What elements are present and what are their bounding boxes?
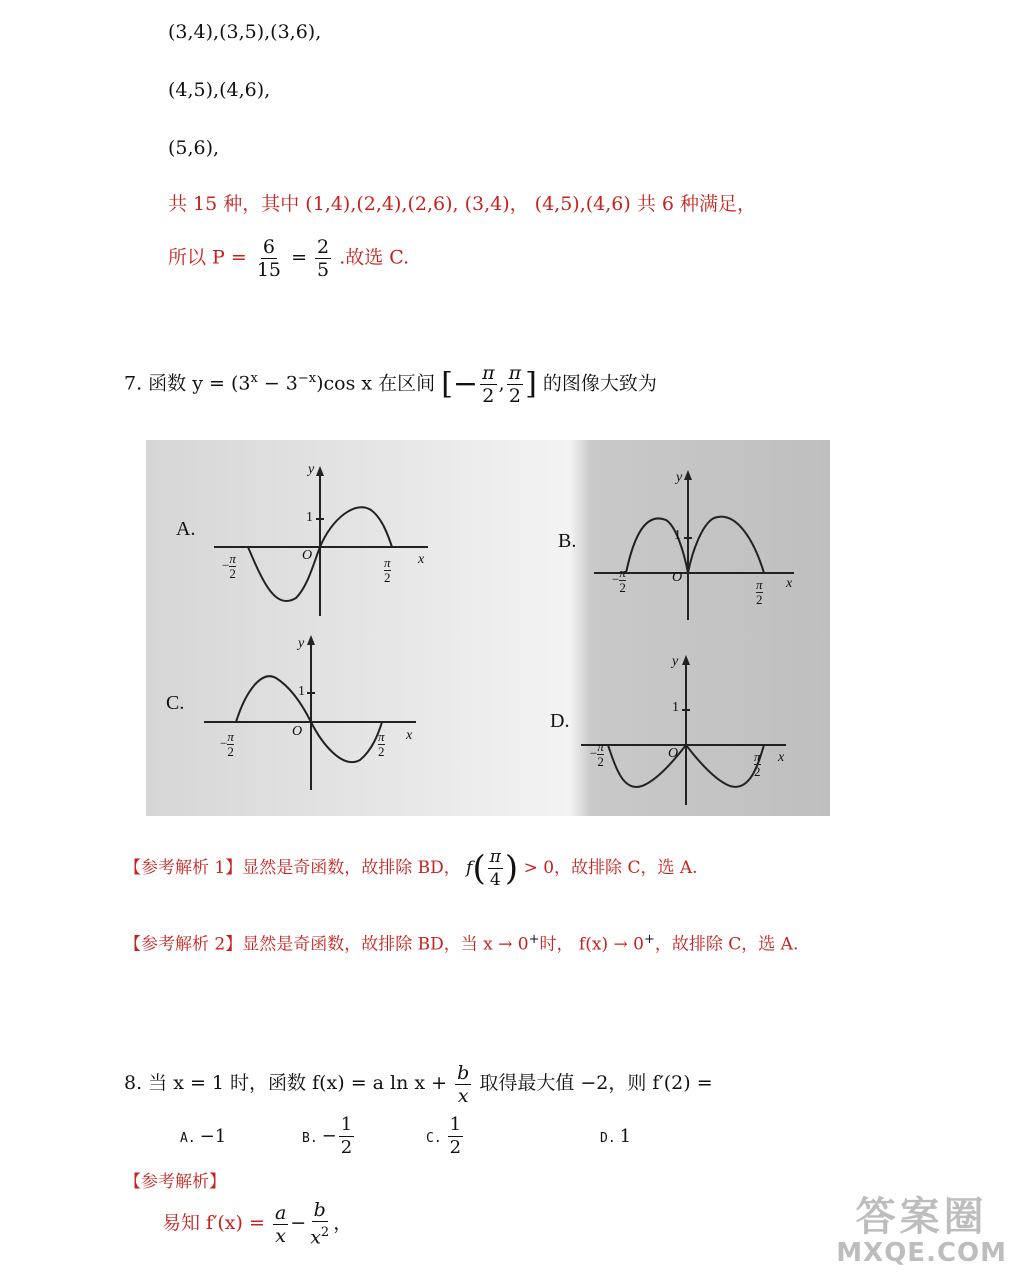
bracket-open: [−	[441, 366, 479, 402]
option-d	[600, 1126, 631, 1147]
frac-den: 2	[340, 1137, 353, 1158]
option-tag: C.	[426, 1130, 442, 1146]
pi-over-2	[507, 362, 524, 407]
one-half	[448, 1114, 463, 1159]
q7-ref2	[124, 928, 798, 957]
pi: π	[384, 555, 391, 570]
frac-den: 4	[489, 870, 501, 890]
prob-prefix: 所以 P =	[168, 246, 247, 269]
pi: π	[227, 729, 234, 744]
y-axis-label: y	[308, 462, 315, 477]
two: 2	[378, 744, 385, 759]
ref-tail: ，故排除 C，选 A.	[654, 934, 799, 955]
a-over-x	[273, 1202, 288, 1247]
watermark-url: MXQE.COM	[836, 1238, 1007, 1268]
x-axis-label: x	[778, 750, 785, 765]
pi: π	[619, 565, 626, 580]
fraction-2-5	[315, 236, 331, 281]
two: 2	[227, 744, 234, 759]
neg-pi-half-label	[612, 566, 626, 595]
option-c	[426, 1114, 465, 1159]
exponent: −x	[297, 371, 317, 387]
option-a	[180, 1126, 226, 1147]
b-over-x	[455, 1062, 471, 1107]
tick-one-label: 1	[674, 528, 681, 543]
func-f: f	[466, 858, 473, 878]
q8-ref-tag: 【参考解析】	[124, 1172, 226, 1192]
frac-den: 5	[317, 259, 330, 281]
minus: −	[590, 745, 598, 761]
graph-a-label: A.	[176, 518, 196, 540]
exponent: x	[250, 371, 258, 387]
pi: π	[756, 577, 763, 592]
pi-half-label	[378, 730, 385, 759]
graph-c	[204, 645, 416, 790]
neg-pi-half-label	[220, 730, 234, 759]
graphs-photo	[146, 440, 830, 816]
q8-suffix: 取得最大值 −2，则 f′(2) =	[479, 1072, 713, 1094]
frac-num: 1	[449, 1114, 462, 1135]
frac-den: 2	[482, 385, 495, 407]
graph-d	[581, 665, 786, 805]
tick-one-label: 1	[298, 684, 305, 699]
ref-tag: 【参考解析 1】	[124, 858, 243, 878]
two: 2	[597, 754, 604, 769]
ref-tail: > 0，故排除 C，选 A.	[523, 858, 698, 878]
frac-num: π	[489, 847, 501, 867]
graphs-svg	[146, 440, 830, 816]
q7-stem	[124, 362, 657, 407]
option-b	[302, 1114, 356, 1159]
minus: −	[220, 735, 228, 751]
x-axis-label: x	[786, 576, 793, 591]
fraction-6-15	[255, 236, 283, 281]
origin-label: O	[302, 548, 313, 563]
frac-num: 2	[317, 236, 330, 258]
q7-ref1: 【参考解析 1】显然是奇函数，故排除 BD， f( $\frac{\pi}{4}$ ) > 0，故排除 C，选 A.	[124, 847, 698, 890]
graph-b-label: B.	[558, 530, 577, 552]
minus: −	[222, 557, 230, 573]
exponent: 2	[320, 1225, 330, 1241]
frac-den: 2	[449, 1137, 462, 1158]
two: 2	[384, 570, 391, 585]
answer-tail: .故选 C.	[339, 246, 410, 269]
frac-num: a	[274, 1201, 287, 1224]
q6-summary: 共 15 种，其中 (1,4),(2,4),(2,6), (3,4)， (4,5),(4,6) 共 6 种满足，	[168, 193, 756, 215]
pi-half-label	[384, 556, 391, 585]
y-axis-label: y	[298, 636, 305, 651]
site-watermark	[836, 1195, 1007, 1267]
equals-sign: =	[291, 246, 307, 269]
comma: ,	[498, 372, 505, 395]
origin-label: O	[292, 724, 303, 739]
one-half	[339, 1114, 354, 1159]
pi-half-label	[756, 578, 763, 607]
origin-label: O	[668, 746, 679, 761]
neg-pi-half-label	[590, 740, 604, 769]
superscript: +	[528, 932, 540, 947]
frac-den: 2	[508, 385, 521, 407]
superscript: +	[643, 932, 655, 947]
two: 2	[754, 764, 761, 779]
ref-text: 显然是奇函数，故排除 BD，	[242, 858, 461, 878]
bracket-close: ]	[525, 366, 537, 402]
q8-derivative	[162, 1198, 352, 1249]
frac-num: b	[457, 1061, 470, 1084]
q8-prefix: 8. 当 x = 1 时，函数 f(x) = a ln x +	[124, 1072, 448, 1094]
pi-over-2	[480, 362, 497, 407]
frac-num: 6	[262, 236, 275, 258]
pairs-row-4: (4,5),(4,6),	[168, 79, 271, 101]
minus: −	[612, 571, 620, 587]
comma: ，	[333, 1212, 353, 1234]
q6-probability	[168, 236, 409, 281]
option-value: 1	[619, 1126, 632, 1147]
q8-stem	[124, 1058, 713, 1108]
deriv-prefix: 易知 f′(x) =	[162, 1212, 265, 1234]
option-value: −1	[199, 1126, 227, 1147]
minus: −	[321, 1125, 337, 1147]
ref-tag: 【参考解析 2】	[124, 934, 243, 955]
q7-prefix: 7. 函数 y = (3	[124, 372, 251, 395]
pi-over-4	[488, 846, 503, 891]
pairs-row-3: (3,4),(3,5),(3,6),	[168, 21, 322, 43]
frac-num: π	[508, 362, 522, 384]
graph-c-label: C.	[166, 692, 185, 714]
graph-b	[594, 480, 794, 620]
neg-pi-half-label	[222, 552, 236, 581]
q7-suffix: 的图像大致为	[542, 372, 657, 395]
frac-den	[308, 1222, 331, 1248]
watermark-logo-text: 答案圈	[855, 1194, 988, 1240]
tick-one-label: 1	[672, 700, 679, 715]
option-tag: D.	[600, 1131, 616, 1146]
two: 2	[619, 580, 626, 595]
q7-mid: − 3	[257, 372, 298, 395]
graph-d-label: D.	[550, 710, 570, 732]
tick-one-label: 1	[306, 510, 313, 525]
y-axis-label: y	[672, 654, 679, 669]
x-var: x	[310, 1226, 321, 1249]
q7-after: )cos x 在区间	[316, 372, 436, 395]
ref-mid: 时， f(x) → 0	[539, 934, 644, 955]
pi: π	[378, 729, 385, 744]
pi-half-label	[754, 750, 761, 779]
frac-num: π	[482, 362, 495, 384]
y-axis-label: y	[676, 470, 683, 485]
two: 2	[229, 566, 236, 581]
graph-a	[214, 476, 428, 616]
frac-num: 1	[340, 1114, 353, 1135]
b-over-x-squared	[308, 1199, 331, 1248]
frac-den: 15	[256, 259, 282, 281]
frac-num: b	[313, 1199, 326, 1222]
pairs-row-5: (5,6),	[168, 137, 220, 159]
option-tag: B.	[302, 1130, 318, 1146]
pi: π	[597, 739, 604, 754]
minus: −	[290, 1212, 307, 1234]
x-axis-label: x	[406, 728, 413, 743]
frac-den: x	[457, 1084, 469, 1107]
two: 2	[756, 592, 763, 607]
pi: π	[229, 551, 236, 566]
option-tag: A.	[180, 1131, 196, 1146]
pi: π	[754, 749, 761, 764]
frac-den: x	[275, 1224, 286, 1247]
x-axis-label: x	[418, 552, 425, 567]
ref-text: 显然是奇函数，故排除 BD，当 x → 0	[242, 934, 529, 955]
origin-label: O	[672, 570, 683, 585]
